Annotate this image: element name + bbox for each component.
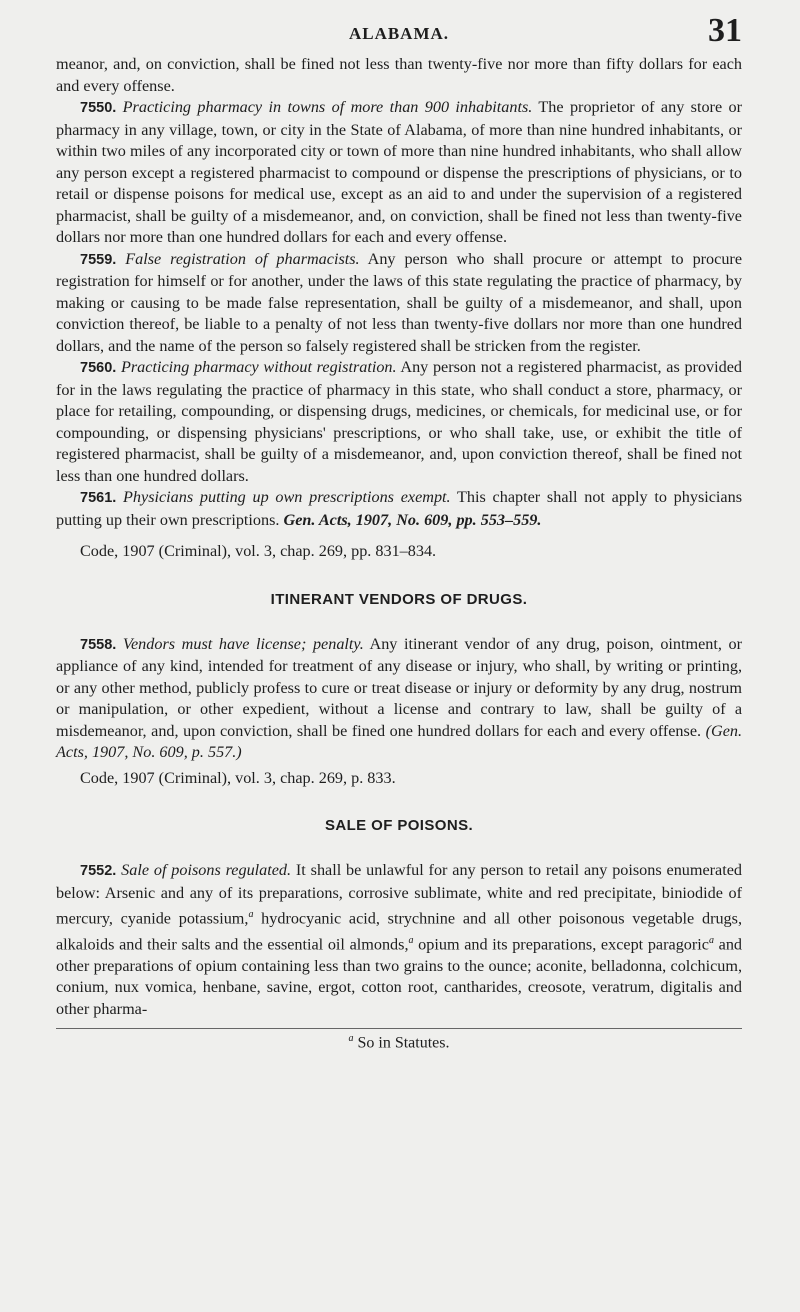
footnote-mark: a	[708, 934, 714, 946]
citation: (Gen. Acts, 1907, No. 609, p. 557.)	[56, 721, 743, 761]
section-caption: Physicians putting up own prescriptions exempt.	[123, 488, 451, 506]
footnote-mark: a	[348, 1033, 354, 1045]
section-number: 7552.	[80, 863, 117, 879]
section-caption: False registration of pharmacists.	[125, 249, 360, 268]
citation: Gen. Acts, 1907, No. 609, pp. 553–559.	[283, 510, 542, 529]
section-number: 7560.	[80, 360, 117, 376]
page	[56, 14, 742, 1053]
section-7552	[56, 860, 742, 1020]
section-body: The proprietor of any store or pharmacy in any village, town, or city in the State of Alabama, of more than nine hundred inhabitants, or within two miles of any incorporated city or town of more than nine hundred inhabitants, who shall allow any person except a registered pharmacist to compound or dispense the prescriptions of physicians, or to retail or dispense poisons for medical use, except as an aid to and under the supervision of a registered pharmacist, shall be guilty of a misdemeanor, and, on conviction, shall be fined not less than twenty-five dollars nor more than one hundred dollars for each and every offense.	[56, 98, 742, 246]
section-caption: Vendors must have license; penalty.	[122, 634, 364, 653]
section-body: Any person who shall procure or attempt to procure registration for himself or for another, under the laws of this state regulating the practice of pharmacy, by making or causing to be made false representation, shall be guilty of a misdemeanor, and shall, upon conviction thereof, be liable to a penalty of not less than twenty-five dollars nor more than one hundred dollars, and the name of the person so falsely registered shall be stricken from the register.	[56, 249, 743, 355]
footnote-mark: a	[408, 934, 414, 946]
section-body: Any itinerant vendor of any drug, poison, ointment, or appliance of any kind, intended for treatment of any disease or injury, who shall, by writing or printing, or any other method, publicly profess to cure or treat disease or injury or deformity by any drug, nostrum or manipulation, or other expedient, without a license and contrary to law, shall be guilty of a misdemeanor, and, upon conviction, shall be fined one hundred dollars for each and every offense.	[56, 634, 743, 740]
section-body: Any person not a registered pharmacist, as provided for in the laws regulating the practice of pharmacy in this state, who shall conduct a store, pharmacy, or place for retailing, compounding, or dispensing drugs, medicines, or chemicals, for medicinal use, or for compounding, or dispensing physicians' prescriptions, or who shall take, use, or exhibit the title of registered pharmacist, shall be guilty of a misdemeanor, and, upon conviction thereof, shall be fined not less than one hundred dollars.	[56, 358, 742, 485]
footnote	[56, 1033, 742, 1052]
section-number: 7561.	[80, 490, 117, 506]
footnote-text: So in Statutes.	[353, 1034, 450, 1052]
section-7560	[56, 357, 742, 487]
continuation-paragraph: meanor, and, on conviction, shall be fined not less than twenty-five nor more than fifty dollars for each and every offense.	[56, 55, 742, 95]
section-number: 7558.	[80, 636, 117, 653]
code-reference: Code, 1907 (Criminal), vol. 3, chap. 269, p. 833.	[80, 768, 396, 787]
section-caption: Practicing pharmacy without registration.	[120, 358, 397, 376]
section-caption: Sale of poisons regulated.	[121, 861, 292, 879]
running-head: ALABAMA.	[348, 24, 450, 43]
code-reference: Code, 1907 (Criminal), vol. 3, chap. 269, pp. 831–834.	[80, 542, 437, 560]
section-body: hydrocyanic acid, strychnine and all other poisonous vegetable drugs, alkaloids and their salts and the essential oil almonds,	[56, 909, 742, 954]
section-7558	[56, 634, 742, 764]
section-7550	[56, 97, 742, 249]
footnote-mark: a	[248, 909, 254, 920]
section-number: 7559.	[80, 251, 117, 268]
section-body: opium and its preparations, except paragoric	[413, 935, 709, 954]
heading-sale-of-poisons: SALE OF POISONS.	[324, 817, 474, 834]
section-caption: Practicing pharmacy in towns of more than 900 inhabitants.	[122, 98, 533, 116]
section-body: and other preparations of opium containing less than two grains to the ounce; aconite, belladonna, colchicum, conium, nux vomica, henbane, savine, ergot, cotton root, cantharides, creosote, veratrum, digitalis and other pharma-	[56, 935, 743, 1018]
section-7559	[56, 249, 742, 358]
section-body: It shall be unlawful for any person to retail any poisons enumerated below: Arsenic and any of its preparations, corrosive sublimate, white and red precipitate, biniodide of mercury, cyanide potassium,	[56, 861, 743, 928]
section-body: This chapter shall not apply to physicians putting up their own prescriptions.	[56, 488, 743, 529]
page-header	[56, 14, 742, 54]
section-7561	[56, 487, 742, 531]
footnote-divider	[56, 1028, 742, 1029]
page-number: 31	[708, 12, 742, 49]
heading-itinerant-vendors: ITINERANT VENDORS OF DRUGS.	[270, 590, 528, 608]
section-number: 7550.	[80, 100, 117, 116]
